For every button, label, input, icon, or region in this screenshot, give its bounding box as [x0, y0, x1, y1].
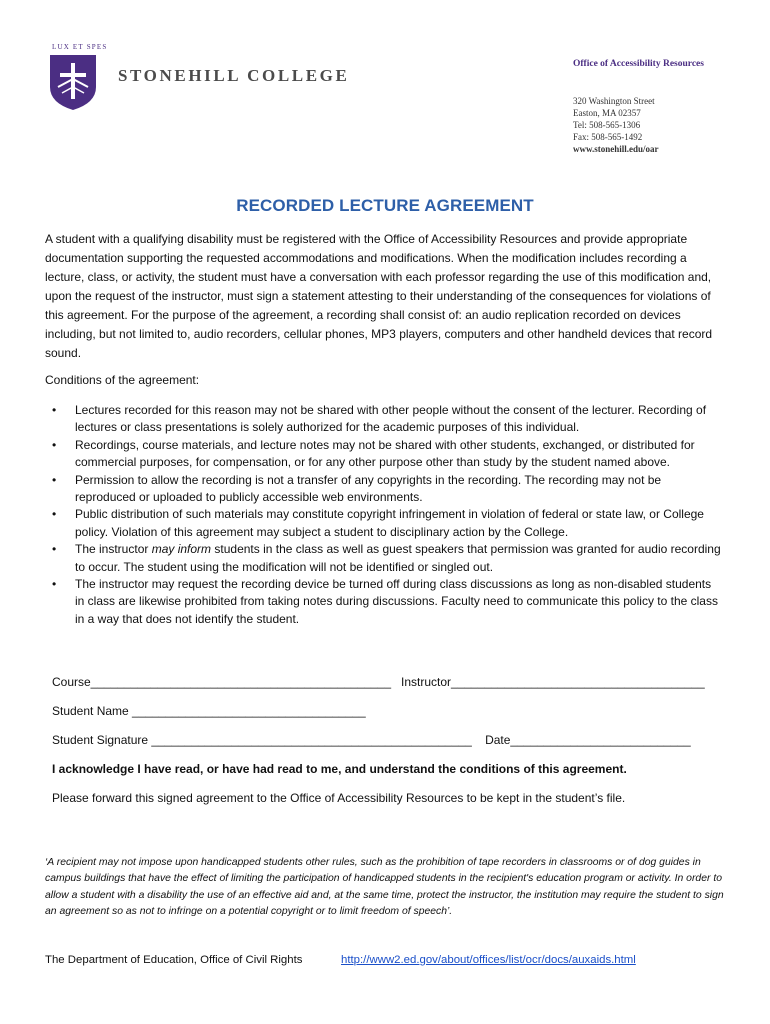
- college-motto: LUX ET SPES: [52, 43, 108, 51]
- fax-line: Fax: 508-565-1492: [573, 132, 643, 142]
- list-item: [52, 541, 722, 576]
- condition-text: Permission to allow the recording is not a transfer of any copyrights in the recording. The recording may not be reproduced or uploaded to publicly accessible web environments.: [75, 472, 662, 505]
- list-item: [52, 402, 722, 437]
- condition-text-pre: The instructor: [75, 542, 152, 557]
- bullet-icon: •: [52, 577, 57, 592]
- list-item: [52, 472, 722, 507]
- college-crest-icon: [48, 53, 98, 111]
- intro-paragraph: A student with a qualifying disability must be registered with the Office of Accessibility Resources and provide appropriate documentation supporting the requested accommodations and modifications. When the modification includes recording a lecture, class, or activity, the student must have a conversation with each professor regarding the use of this modification and, upon the request of the instructor, must sign a statement attesting to their understanding of the consequences for violations of this agreement. For the purpose of the agreement, a recording shall consist of: an audio replication recorded on devices including, but not limited to, audio recorders, cellular phones, MP3 players, computers and other handheld devices that record sound.: [45, 232, 713, 360]
- student-name-line[interactable]: Student Name ___________________________________: [52, 704, 366, 718]
- source-link[interactable]: http://www2.ed.gov/about/offices/list/ocr/docs/auxaids.html: [341, 954, 636, 966]
- conditions-list: [52, 402, 722, 628]
- quote-source: The Department of Education, Office of Civil Rights: [45, 954, 303, 966]
- office-website: www.stonehill.edu/oar: [573, 144, 659, 154]
- list-item: [52, 506, 722, 541]
- condition-text: Public distribution of such materials may constitute copyright infringement in violation of federal or state law, or College policy. Violation of this agreement may subject a student to disciplinary action by the College.: [75, 507, 704, 539]
- list-item: [52, 576, 722, 628]
- condition-text: Lectures recorded for this reason may not be shared with other people without the consent of the lecturer. Recording of lectures or class presentations is solely authorized for the academic purposes of this individual.: [75, 403, 707, 435]
- bullet-icon: •: [52, 507, 57, 522]
- office-address: [573, 95, 659, 155]
- phone-line: Tel: 508-565-1306: [573, 120, 641, 130]
- document-title: RECORDED LECTURE AGREEMENT: [236, 196, 534, 215]
- acknowledgement-statement: I acknowledge I have read, or have had read to me, and understand the conditions of this agreement.: [52, 762, 627, 776]
- bullet-icon: •: [52, 437, 57, 452]
- condition-text: Recordings, course materials, and lecture notes may not be shared with other students, exchanged, or distributed for commercial purposes, for compensation, or for any other purpose other than study by the student named above.: [75, 437, 695, 470]
- office-name: Office of Accessibility Resources: [573, 59, 704, 69]
- condition-text-emphasis: may inform: [151, 542, 212, 557]
- address-line: 320 Washington Street: [573, 96, 655, 106]
- address-line: Easton, MA 02357: [573, 108, 641, 118]
- ocr-quote: ‘A recipient may not impose upon handicapped students other rules, such as the prohibition of tape recorders in classrooms or of dog guides in campus buildings that have the effect of limiting the participation of handicapped students in the recipient's education program or activity. In order to allow a student with a disability the use of an effective aid and, at the same time, protect the instructor, the institution may require the student to sign an agreement so as not to infringe on a potential copyright or to limit freedom of speech’.: [45, 857, 724, 917]
- bullet-icon: •: [52, 403, 57, 417]
- list-item: [52, 437, 722, 472]
- signature-date-line[interactable]: Student Signature ________________________________________________ Date___________________________: [52, 733, 691, 747]
- bullet-icon: •: [52, 542, 57, 557]
- condition-text: The instructor may request the recording device be turned off during class discussions as long as non-disabled students in class are likewise prohibited from taking notes during discussions. Faculty need to communicate this policy to the class in a way that does not identify the student.: [75, 577, 718, 626]
- condition-text-post: students in the class as well as guest speakers that permission was granted for audio recording to occur. The student using the modification will not be identified or singled out.: [75, 542, 721, 574]
- forward-instructions: Please forward this signed agreement to the Office of Accessibility Resources to be kept in the student’s file.: [52, 791, 626, 805]
- conditions-label: Conditions of the agreement:: [45, 373, 200, 387]
- bullet-icon: •: [52, 472, 57, 487]
- college-name: STONEHILL COLLEGE: [118, 66, 350, 85]
- course-instructor-line[interactable]: Course_____________________________________________ Instructor______________________________________: [52, 675, 705, 689]
